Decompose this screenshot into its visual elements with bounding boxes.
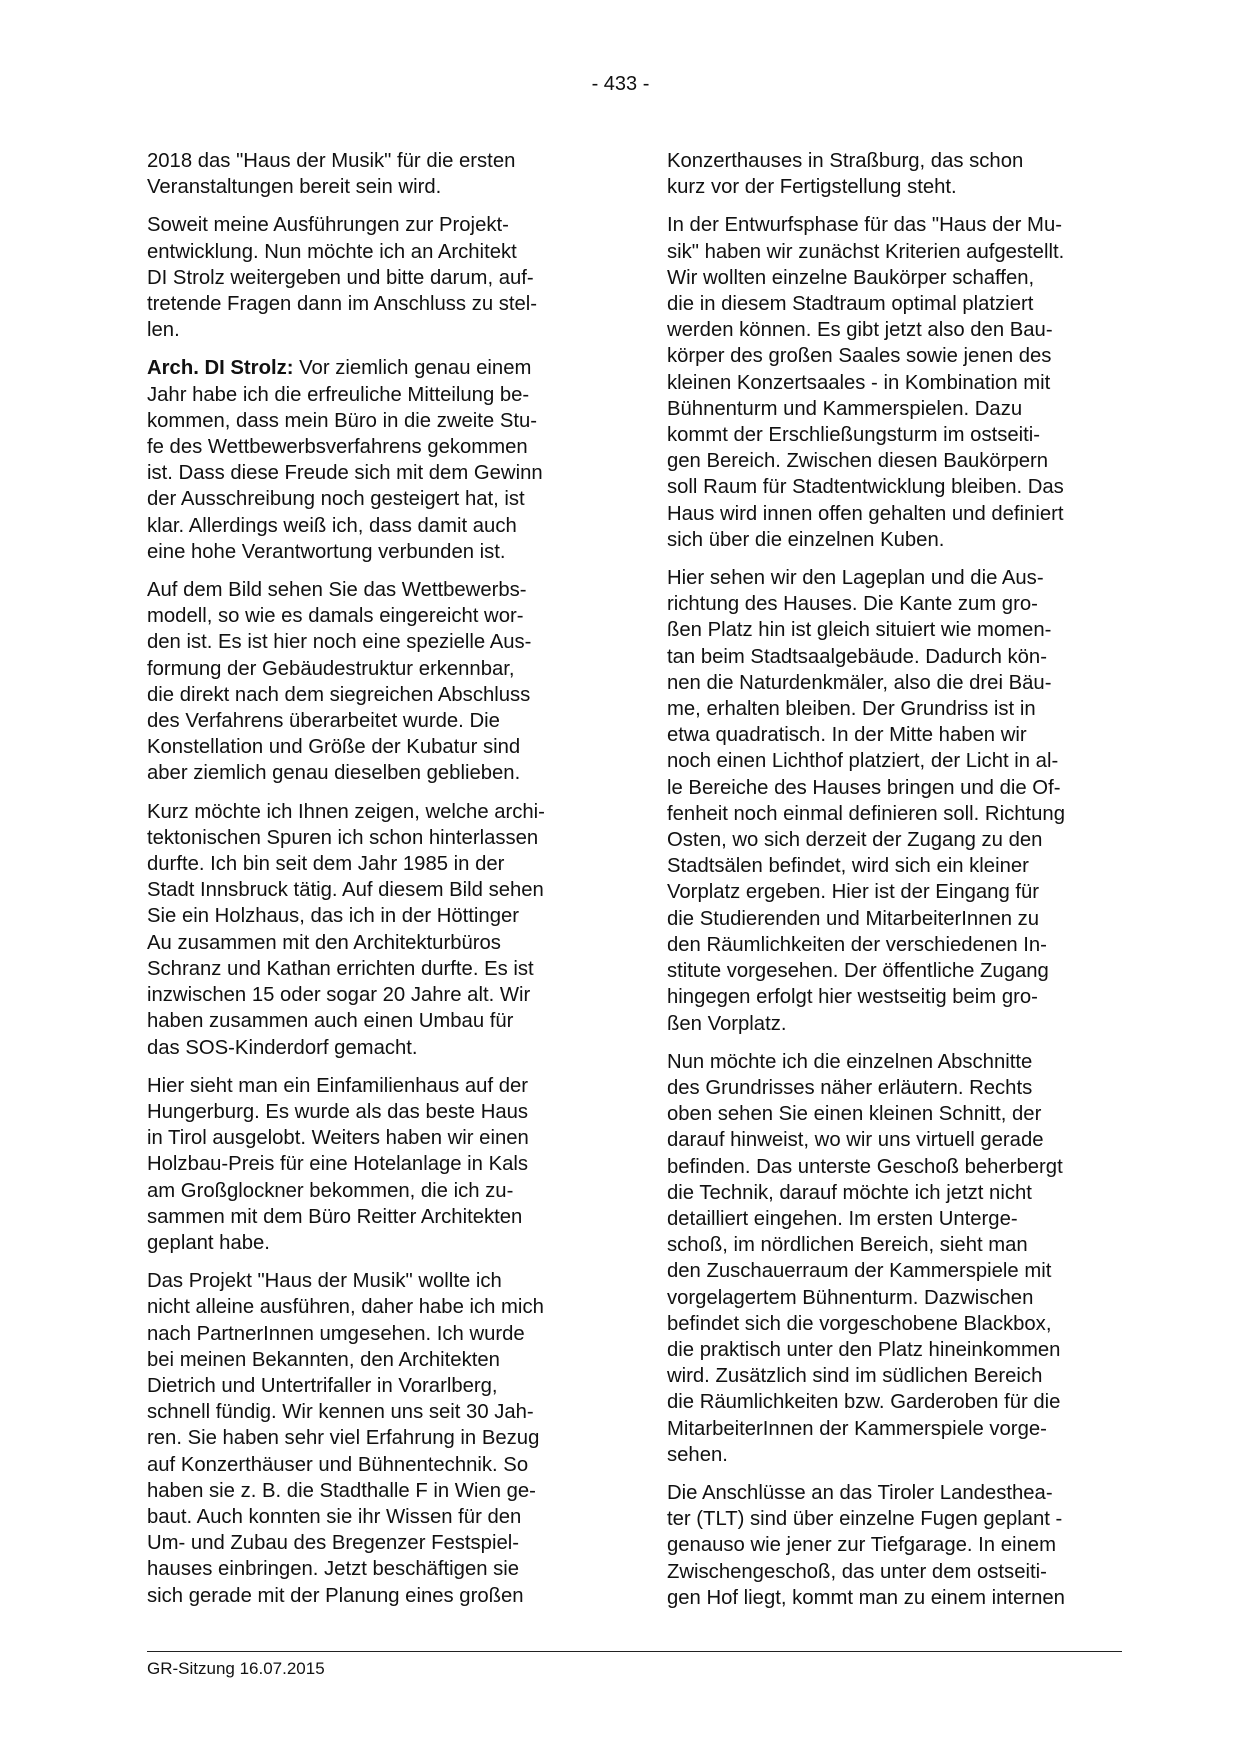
text-line: Konstellation und Größe der Kubatur sind [147, 736, 521, 759]
text-line: ßen Vorplatz. [667, 1012, 787, 1035]
paragraph [667, 148, 1129, 200]
paragraph [147, 1073, 605, 1256]
paragraph [147, 355, 605, 565]
text-line: oben sehen Sie einen kleinen Schnitt, der [667, 1103, 1042, 1126]
text-line: Hier sehen wir den Lageplan und die Aus- [667, 567, 1044, 590]
text-line: Stadtsälen befindet, wird sich ein kleiner [667, 855, 1029, 878]
footer-session-date: GR-Sitzung 16.07.2015 [147, 1659, 325, 1678]
text-line: sehen. [667, 1443, 728, 1466]
text-line: gen Hof liegt, kommt man zu einem internen [667, 1586, 1065, 1609]
text-line: tektonischen Spuren ich schon hinterlassen [147, 826, 539, 849]
text-line: auf Konzerthäuser und Bühnentechnik. So [147, 1453, 529, 1476]
text-line: den Zuschauerraum der Kammerspiele mit [667, 1260, 1052, 1283]
paragraph-gap [667, 553, 1129, 565]
text-line: ter (TLT) sind über einzelne Fugen geplant - [667, 1508, 1063, 1531]
text-line: Holzbau-Preis für eine Hotelanlage in Kals [147, 1153, 529, 1176]
footer-divider [147, 1651, 1122, 1652]
paragraph-gap [147, 200, 605, 212]
text-line: die Technik, darauf möchte ich jetzt nicht [667, 1181, 1032, 1204]
text-line: den Räumlichkeiten der verschiedenen In- [667, 933, 1047, 956]
text-line: schnell fündig. Wir kennen uns seit 30 Jah- [147, 1401, 534, 1424]
text-line: des Verfahrens überarbeitet wurde. Die [147, 710, 500, 733]
paragraph [667, 212, 1129, 553]
text-line: In der Entwurfsphase für das "Haus der Mu- [667, 214, 1062, 237]
paragraph [667, 565, 1129, 1037]
text-line: entwicklung. Nun möchte ich an Architekt [147, 240, 517, 263]
text-line: wird. Zusätzlich sind im südlichen Bereich [667, 1365, 1043, 1388]
text-line: Au zusammen mit den Architekturbüros [147, 931, 501, 954]
text-line: die Studierenden und MitarbeiterInnen zu [667, 907, 1040, 930]
paragraph-gap [667, 1468, 1129, 1480]
text-line: Vorplatz ergeben. Hier ist der Eingang für [667, 881, 1040, 904]
text-line: tretende Fragen dann im Anschluss zu stel- [147, 293, 538, 316]
text-line: des Grundrisses näher erläutern. Rechts [667, 1076, 1033, 1099]
text-line: ist. Dass diese Freude sich mit dem Gewinn [147, 462, 543, 485]
text-line: sammen mit dem Büro Reitter Architekten [147, 1205, 523, 1228]
text-line: etwa quadratisch. In der Mitte haben wir [667, 724, 1027, 747]
text-line: durfte. Ich bin seit dem Jahr 1985 in der [147, 853, 505, 876]
text-line: le Bereiche des Hauses bringen und die Of- [667, 776, 1061, 799]
text-line: sich gerade mit der Planung eines großen [147, 1584, 524, 1607]
text-line: 2018 das "Haus der Musik" für die ersten [147, 150, 516, 172]
paragraph [147, 799, 605, 1061]
text-line: hingegen erfolgt hier westseitig beim gro- [667, 986, 1038, 1009]
text-line: klar. Allerdings weiß ich, dass damit auch [147, 514, 517, 537]
text-line: detailliert eingehen. Im ersten Unterge- [667, 1207, 1018, 1230]
paragraph [147, 212, 605, 343]
text-line: noch einen Lichthof platziert, der Licht in al- [667, 750, 1059, 773]
text-line: Haus wird innen offen gehalten und definiert [667, 502, 1064, 525]
text-line: fe des Wettbewerbsverfahrens gekommen [147, 436, 528, 459]
paragraph-gap [147, 565, 605, 577]
speaker-name: Arch. DI Strolz: [147, 357, 294, 380]
text-line: eine hohe Verantwortung verbunden ist. [147, 540, 506, 563]
text-line: hauses einbringen. Jetzt beschäftigen sie [147, 1558, 520, 1581]
text-line: len. [147, 319, 180, 342]
text-line: Sie ein Holzhaus, das ich in der Höttinger [147, 905, 520, 928]
left-column [147, 148, 605, 1609]
text-line: fenheit noch einmal definieren soll. Richtung [667, 802, 1065, 825]
text-line: soll Raum für Stadtentwicklung bleiben. Das [667, 476, 1064, 499]
text-line: formung der Gebäudestruktur erkennbar, [147, 657, 515, 680]
text-line: Um- und Zubau des Bregenzer Festspiel- [147, 1532, 519, 1555]
text-line: die praktisch unter den Platz hineinkommen [667, 1338, 1061, 1361]
text-line: genauso wie jener zur Tiefgarage. In einem [667, 1534, 1056, 1557]
paragraph-gap [147, 787, 605, 799]
text-line: nach PartnerInnen umgesehen. Ich wurde [147, 1322, 525, 1345]
text-line: am Großglockner bekommen, die ich zu- [147, 1179, 514, 1202]
text-line: in Tirol ausgelobt. Weiters haben wir einen [147, 1127, 529, 1150]
text-line: Kurz möchte ich Ihnen zeigen, welche archi- [147, 800, 545, 823]
text-line: MitarbeiterInnen der Kammerspiele vorge- [667, 1417, 1047, 1440]
text-line: stitute vorgesehen. Der öffentliche Zugang [667, 960, 1049, 983]
paragraph [147, 1268, 605, 1609]
paragraph [147, 577, 605, 787]
text-line: ren. Sie haben sehr viel Erfahrung in Bezug [147, 1427, 540, 1450]
paragraph [667, 1049, 1129, 1468]
text-line: kommt der Erschließungsturm im ostseiti- [667, 424, 1041, 447]
text-line: me, erhalten bleiben. Der Grundriss ist in [667, 698, 1036, 721]
paragraph-gap [667, 1037, 1129, 1049]
paragraph [667, 1480, 1129, 1611]
text-line: baut. Auch konnten sie ihr Wissen für den [147, 1505, 522, 1528]
text-line: die direkt nach dem siegreichen Abschluss [147, 683, 531, 706]
right-column [667, 148, 1129, 1611]
text-line: den ist. Es ist hier noch eine spezielle Aus- [147, 631, 532, 654]
text-line: Jahr habe ich die erfreuliche Mitteilung be- [147, 383, 530, 406]
text-line: ßen Platz hin ist gleich situiert wie momen- [667, 619, 1052, 642]
text-line: aber ziemlich genau dieselben geblieben. [147, 762, 521, 785]
text-line: vorgelagertem Bühnenturm. Dazwischen [667, 1286, 1034, 1309]
text-line: Soweit meine Ausführungen zur Projekt- [147, 214, 509, 237]
text-line [147, 355, 605, 381]
text-line: Schranz und Kathan errichten durfte. Es ist [147, 957, 534, 980]
text-line: Die Anschlüsse an das Tiroler Landesthea- [667, 1481, 1053, 1504]
text-line: die in diesem Stadtraum optimal platziert [667, 293, 1034, 316]
text-line: befinden. Das unterste Geschoß beherbergt [667, 1155, 1063, 1178]
text-line: Dietrich und Untertrifaller in Vorarlberg, [147, 1374, 498, 1397]
text-line: Auf dem Bild sehen Sie das Wettbewerbs- [147, 579, 527, 602]
text-line: Hier sieht man ein Einfamilienhaus auf der [147, 1074, 529, 1097]
text-line: Wir wollten einzelne Baukörper schaffen, [667, 266, 1035, 289]
text-line: kommen, dass mein Büro in die zweite Stu- [147, 409, 538, 432]
speaker-text: Vor ziemlich genau einem [293, 357, 532, 380]
text-line: bei meinen Bekannten, den Architekten [147, 1348, 500, 1371]
text-line: Veranstaltungen bereit sein wird. [147, 176, 442, 199]
text-line: Hungerburg. Es wurde als das beste Haus [147, 1100, 529, 1123]
text-line: geplant habe. [147, 1231, 270, 1254]
text-line: Bühnenturm und Kammerspielen. Dazu [667, 397, 1023, 420]
paragraph-gap [147, 1256, 605, 1268]
text-line: Osten, wo sich derzeit der Zugang zu den [667, 829, 1043, 852]
page-number: - 433 - [591, 73, 650, 95]
text-line: haben sie z. B. die Stadthalle F in Wien ge- [147, 1479, 536, 1502]
text-line: werden können. Es gibt jetzt also den Bau- [667, 319, 1053, 342]
text-line: schoß, im nördlichen Bereich, sieht man [667, 1234, 1028, 1257]
text-line: tan beim Stadtsaalgebäude. Dadurch kön- [667, 645, 1047, 668]
paragraph-gap [147, 343, 605, 355]
text-line: richtung des Hauses. Die Kante zum gro- [667, 593, 1038, 616]
text-line: inzwischen 15 oder sogar 20 Jahre alt. Wir [147, 984, 531, 1007]
text-line: das SOS-Kinderdorf gemacht. [147, 1036, 418, 1059]
paragraph-gap [147, 1061, 605, 1073]
text-line: modell, so wie es damals eingereicht wor- [147, 605, 524, 628]
text-line: die Räumlichkeiten bzw. Garderoben für die [667, 1391, 1061, 1414]
text-line: Stadt Innsbruck tätig. Auf diesem Bild sehen [147, 879, 544, 902]
text-line: Das Projekt "Haus der Musik" wollte ich [147, 1270, 502, 1293]
text-line: darauf hinweist, wo wir uns virtuell gerade [667, 1129, 1044, 1152]
text-line: kurz vor der Fertigstellung steht. [667, 176, 957, 199]
text-line: Konzerthauses in Straßburg, das schon [667, 150, 1024, 172]
text-line: sik" haben wir zunächst Kriterien aufgestellt. [667, 240, 1065, 263]
text-line: sich über die einzelnen Kuben. [667, 528, 945, 551]
paragraph [147, 148, 605, 200]
text-line: nen die Naturdenkmäler, also die drei Bäu- [667, 671, 1052, 694]
text-line: gen Bereich. Zwischen diesen Baukörpern [667, 450, 1049, 473]
text-line: Nun möchte ich die einzelnen Abschnitte [667, 1050, 1033, 1073]
text-line: befindet sich die vorgeschobene Blackbox, [667, 1312, 1052, 1335]
paragraph-gap [667, 200, 1129, 212]
text-line: kleinen Konzertsaales - in Kombination mit [667, 371, 1051, 394]
text-line: haben zusammen auch einen Umbau für [147, 1010, 514, 1033]
text-line: nicht alleine ausführen, daher habe ich mich [147, 1296, 544, 1319]
text-line: körper des großen Saales sowie jenen des [667, 345, 1052, 368]
text-line: DI Strolz weitergeben und bitte darum, auf- [147, 266, 534, 289]
text-line: Zwischengeschoß, das unter dem ostseiti- [667, 1560, 1047, 1583]
text-line: der Ausschreibung noch gesteigert hat, ist [147, 488, 525, 511]
